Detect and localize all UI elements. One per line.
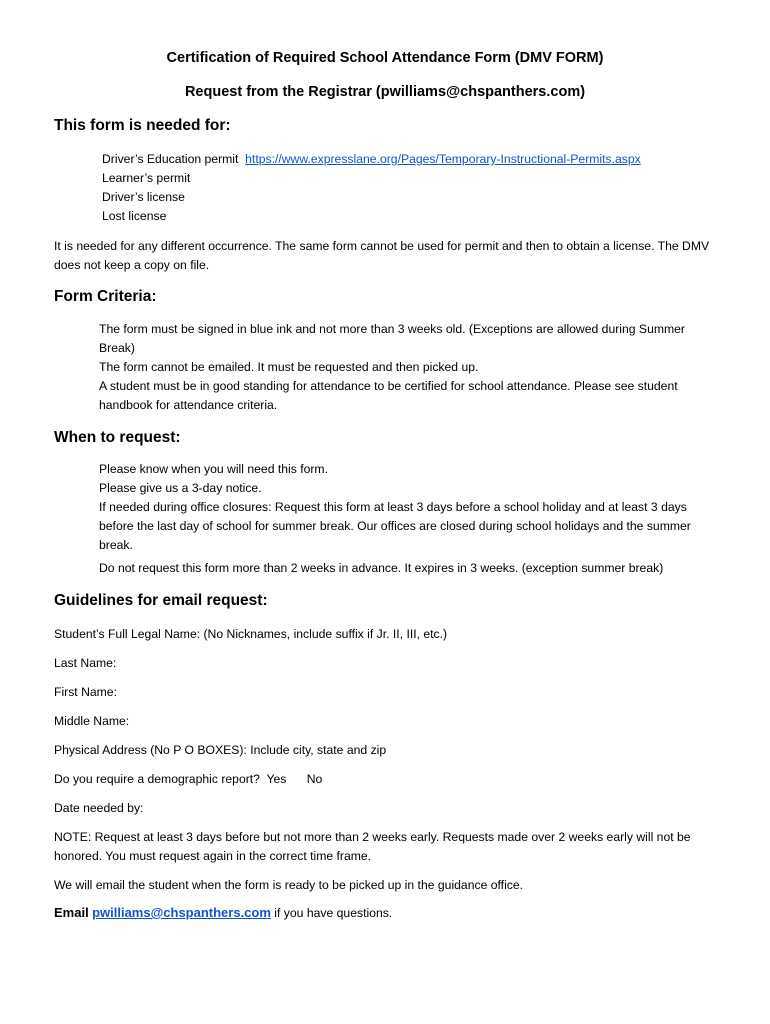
- list-item-label: Driver’s Education permit: [102, 152, 239, 166]
- list-item: [0, 358, 724, 377]
- list-item: [0, 188, 641, 207]
- demographic-line: Do you require a demographic report? Yes No: [54, 772, 323, 786]
- pickup-line: We will email the student when the form is ready to be picked up in the guidance office.: [54, 878, 524, 892]
- middle-name-line: Middle Name:: [54, 714, 130, 728]
- needed-for-note: It is needed for any different occurrence. The same form cannot be used for permit and then to obtain a license. The DMV does not keep a copy on file.: [54, 239, 710, 272]
- list-item-text: If needed during office closures: Request this form at least 3 days before a school holiday and at least 3 days before the last day of school for summer break. Our offices are closed during school holidays and the summer break.: [99, 500, 691, 552]
- guidelines-heading: Guidelines for email request:: [54, 592, 268, 609]
- date-needed-line: Date needed by:: [54, 801, 144, 815]
- email-suffix: if you have questions.: [270, 906, 393, 920]
- list-item-label: Learner’s permit: [102, 171, 191, 185]
- list-item: [0, 169, 641, 188]
- email-line: [54, 905, 392, 920]
- email-link[interactable]: pwilliams@chspanthers.com: [92, 905, 271, 920]
- criteria-heading: Form Criteria:: [54, 288, 157, 305]
- email-label: Email: [54, 905, 89, 920]
- list-item: [0, 320, 724, 358]
- list-item-text: A student must be in good standing for attendance to be certified for school attendance. Please see student handbook for attendance criteria.: [99, 379, 678, 412]
- list-item-label: Lost license: [102, 209, 167, 223]
- full-name-line: Student’s Full Legal Name: (No Nicknames, include suffix if Jr. II, III, etc.): [54, 627, 448, 641]
- expresslane-link[interactable]: https://www.expresslane.org/Pages/Temporary-Instructional-Permits.aspx: [245, 152, 641, 166]
- needed-for-list: [0, 150, 641, 226]
- list-item: [0, 460, 724, 479]
- list-item: [0, 377, 724, 415]
- document-subtitle: Request from the Registrar (pwilliams@chspanthers.com): [184, 84, 586, 100]
- list-item-text: Please know when you will need this form.: [99, 462, 328, 476]
- list-item: [0, 498, 724, 555]
- when-list: [0, 460, 724, 578]
- list-item: [0, 559, 724, 578]
- list-item: [0, 479, 724, 498]
- list-item-label: Driver’s license: [102, 190, 185, 204]
- list-item-text: The form cannot be emailed. It must be requested and then picked up.: [99, 360, 479, 374]
- list-item: [0, 150, 641, 169]
- guidelines-note: NOTE: Request at least 3 days before but not more than 2 weeks early. Requests made over 2 weeks early will not be honored. You must request again in the correct time frame.: [54, 830, 691, 863]
- when-heading: When to request:: [54, 429, 181, 446]
- list-item-text: Please give us a 3-day notice.: [99, 481, 262, 495]
- needed-for-heading: This form is needed for:: [54, 117, 231, 134]
- last-name-line: Last Name:: [54, 656, 117, 670]
- list-item-text: The form must be signed in blue ink and not more than 3 weeks old. (Exceptions are allowed during Summer Break): [99, 322, 685, 355]
- document-title: Certification of Required School Attendance Form (DMV FORM): [166, 50, 604, 66]
- list-item: [0, 207, 641, 226]
- criteria-list: [0, 320, 724, 415]
- address-line: Physical Address (No P O BOXES): Include city, state and zip: [54, 743, 387, 757]
- first-name-line: First Name:: [54, 685, 117, 699]
- list-item-text: Do not request this form more than 2 weeks in advance. It expires in 3 weeks. (exception summer break): [99, 561, 664, 575]
